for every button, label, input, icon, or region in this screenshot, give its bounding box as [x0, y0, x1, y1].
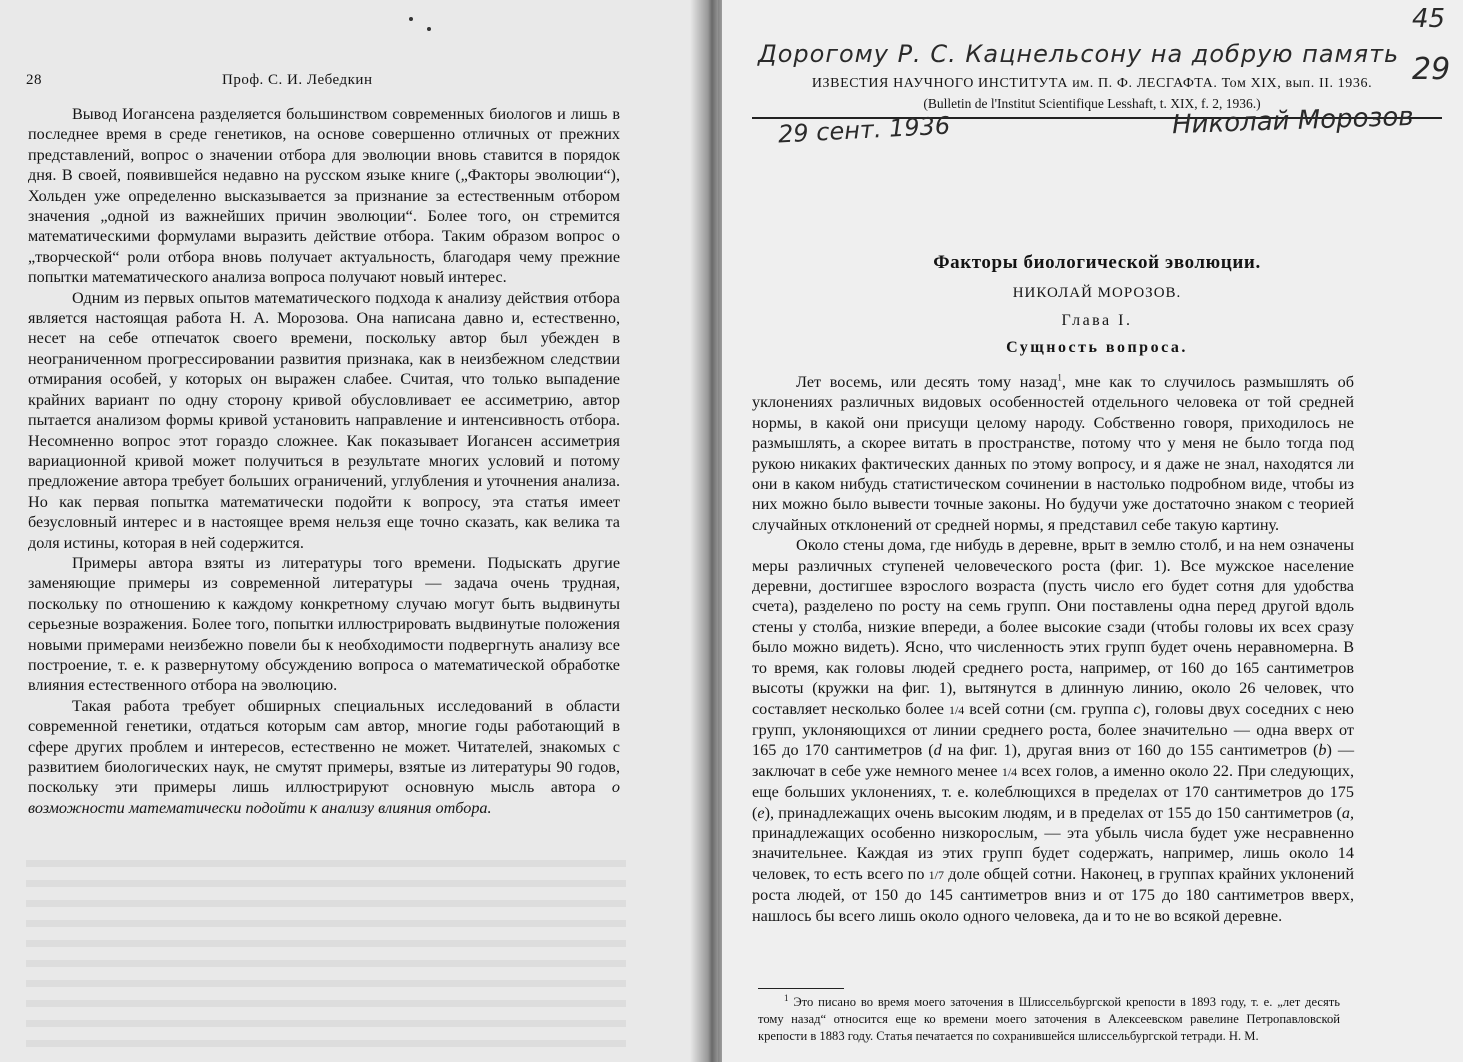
p2-part-a: Около стены дома, где нибудь в деревне, врыт в землю столб, и на нем означены меры различных ступеней человеческого роста (фиг. 1). Все мужское население деревни, достигшее взрослого возраста (пусть число его будет сотня для удобства счета), разделено по росту на семь групп. Они поставлены одна перед другой вдоль стены у столба, низкие впереди, а более высокие сзади (чтобы головы их всех сразу было можно видеть). Ясно, что численность этих групп будет очень неравномерна. В то время, как головы людей среднего роста, например, от 160 до 165 сантиметров высоты (кружки на фиг. 1), вытянутся в длинную линию, около 26 человек, что составляет несколько более [752, 536, 1354, 718]
p2-part-d: на фиг. 1), другая вниз от 160 до 155 сантиметров ( [941, 741, 1319, 760]
chapter-label: Глава I. [1061, 312, 1133, 329]
left-running-head [26, 72, 626, 92]
fraction-seventh: 1/7 [928, 867, 945, 882]
journal-subheader: (Bulletin de l'Institut Scientifique Lesshaft, t. XIX, f. 2, 1936.) [923, 96, 1261, 111]
right-page [722, 0, 1463, 1062]
right-body-text [752, 372, 1354, 926]
footnote-mark: 1 [1057, 372, 1062, 383]
right-paragraph-1-rest: , мне как то случилось размышлять об уклонениях различных видовых особенностей отдельного человека от той средней нормы, в какой они присущи целому народу. Собственно говоря, приходилось не размышлять, а скорее витать в пространстве, потому что у меня не было тогда под рукою никаких фактических данных по этому вопросу, и я даже не знал, находятся ли они в каком нибудь статистическом сочинении в настолько подробном виде, чтобы из них можно было вывести точные законы. Но будучи уже достаточно знаком с теорией случайных отклонений от средней нормы, я представил себе такую картину. [752, 373, 1354, 534]
journal-header: ИЗВЕСТИЯ НАУЧНОГО ИНСТИТУТА им. П. Ф. ЛЕСГАФТА. Том XIX, вып. II. 1936. [811, 76, 1373, 91]
article-author: НИКОЛАЙ МОРОЗОВ. [1012, 285, 1182, 301]
p2-part-c: ), головы двух соседних с нею групп, уклоняющихся от линии среднего роста, более значительно — одна вверх от 165 до 170 сантиметров ( [752, 699, 1354, 760]
left-paragraph-3: Примеры автора взяты из литературы того времени. Подыскать другие заменяющие примеры из современной литературы — задача очень трудная, поскольку по отношению к каждому конкретному случаю могут быть выдвинуты серьезные возражения. Более того, попытки иллюстрировать выдвинутые положения новыми примерами неизбежно повели бы к необходимости подвергнуть анализу все построение, т. е. к развернутому обсуждению вопроса о математической обработке влияния естественного отбора на эволюцию. [28, 553, 620, 695]
article-title: Факторы биологической эволюции. [933, 252, 1261, 273]
fraction-quarter-2: 1/4 [1001, 764, 1018, 779]
handwritten-corner-note: 45 [1412, 4, 1446, 34]
running-head-title: Проф. С. И. Лебедкин [222, 72, 373, 88]
group-a-label: a [1341, 803, 1350, 822]
handwritten-corner-note-2: 29 [1412, 52, 1451, 87]
p2-part-e: ) — заключат в себе уже немного менее [752, 741, 1355, 780]
handwritten-inscription: Дорогому Р. С. Кацнельсону на добрую память [758, 40, 1400, 68]
footnote-number: 1 [784, 992, 789, 1003]
dust-speck [427, 27, 431, 31]
bleed-through-text [26, 860, 626, 1060]
footnote-rule [758, 988, 844, 989]
left-paragraph-4 [28, 696, 620, 818]
handwritten-signature: Николай Морозов [1171, 101, 1415, 141]
right-paragraph-1 [752, 372, 1354, 535]
page-number: 28 [26, 72, 42, 88]
p2-part-h: , принадлежащих особенно низкорослым, — эта убыль числа будет уже несравненно значительнее. Каждая из этих групп будет содержать, например, лишь около 14 человек, то есть всего по [752, 803, 1354, 883]
right-paragraph-1-start: Лет восемь, или десять тому назад [796, 373, 1058, 391]
handwritten-date: 29 сент. 1936 [777, 111, 951, 149]
footnote-paragraph [758, 994, 1340, 1045]
left-paragraph-1: Вывод Иогансена разделяется большинством современных биологов и лишь в последнее время в среде генетиков, на основе совершенно отличных от прежних представлений, вопрос о значении отбора для эволюции вновь ставится в порядок дня. В своей, появившейся недавно на русском языке книге („Факторы эволюции“), Хольден уже определенно высказывается за признание за естественным отбором значения „одной из важнейших причин эволюции“. Более того, он стремится математическими формулами выразить действие отбора. Таким образом вопрос о „творческой“ роли отбора вновь получает актуальность, благодаря чему прежние попытки математического анализа вопроса получают новый интерес. [28, 105, 620, 287]
section-title: Сущность вопроса. [1006, 339, 1188, 356]
footnote-text: Это писано во время моего заточения в Шлиссельбургской крепости в 1893 году, т. е. „лет десять тому назад“ относится еще ко времени моего заточения в Алексеевском равелине Петропавловской крепости в 1883 году. Статья печатается по сохранившейся шлиссельбургской тетради. Н. М. [758, 995, 1340, 1043]
left-paragraph-4-italic: о возможности математически подойти к анализу влияния отбора. [28, 778, 620, 817]
p2-part-b: всей сотни (см. группа [964, 699, 1134, 718]
dust-speck [409, 17, 413, 21]
fraction-quarter: 1/4 [948, 702, 965, 717]
p2-part-g: ), принадлежащих очень высоким людям, и в пределах от 155 до 150 сантиметров ( [764, 803, 1342, 822]
footnote [758, 994, 1340, 1045]
right-paragraph-2 [752, 535, 1354, 926]
group-b-label: b [1318, 741, 1327, 760]
left-body-text [28, 104, 620, 818]
group-d-label: d [933, 741, 942, 760]
p2-part-i: доле общей сотни. Наконец, в группах крайних уклонений роста людей, от 150 до 145 сантиметров вниз и от 175 до 180 сантиметров вверх, нашлось бы всего лишь около одного человека, да и то не во всякой деревне. [752, 864, 1354, 925]
left-paragraph-2: Одним из первых опытов математического подхода к анализу действия отбора является настоящая работа Н. А. Морозова. Она написана давно и, естественно, несет на себе отпечаток своего времени, поскольку автор был убежден в неограниченном прогрессировании развития признака, как в неизбежном следствии отмирания особей, у которых он выражен слабее. Считая, что только выпадение крайних вариант по одну сторону кривой обусловливает ее ассиметрию, автор пытается анализом формы кривой установить направление и интенсивность отбора. Несомненно вопрос этот гораздо сложнее. Как показывает Иогансен ассиметрия вариационной кривой может получиться в результате многих условий и потому предложение автора требует больших ограничений, углубления и уточнения анализа. Но как первая попытка математически подойти к вопросу, эта статья имеет безусловный интерес и в настоящее время нельзя еще точно сказать, как велика та доля истины, которая в ней содержится. [28, 288, 620, 552]
left-paragraph-4-text: Такая работа требует обширных специальных исследований в области современной генетики, отдаться которым сам автор, многие годы работающий в сфере других проблем и интересов, естественно не может. Читателей, знакомых с развитием биологических наук, не смутят примеры, взятые из литературы 90 годов, поскольку эти примеры лишь иллюстрируют основную мысль автора [28, 696, 620, 797]
left-page [0, 0, 718, 1062]
p2-part-f: всех голов, а именно около 22. При следующих, еще больших уклонениях, т. е. колеблющихся в пределах от 170 сантиметров до 175 ( [752, 761, 1354, 822]
group-c-label: c [1133, 699, 1141, 718]
group-e-label: e [757, 803, 765, 822]
